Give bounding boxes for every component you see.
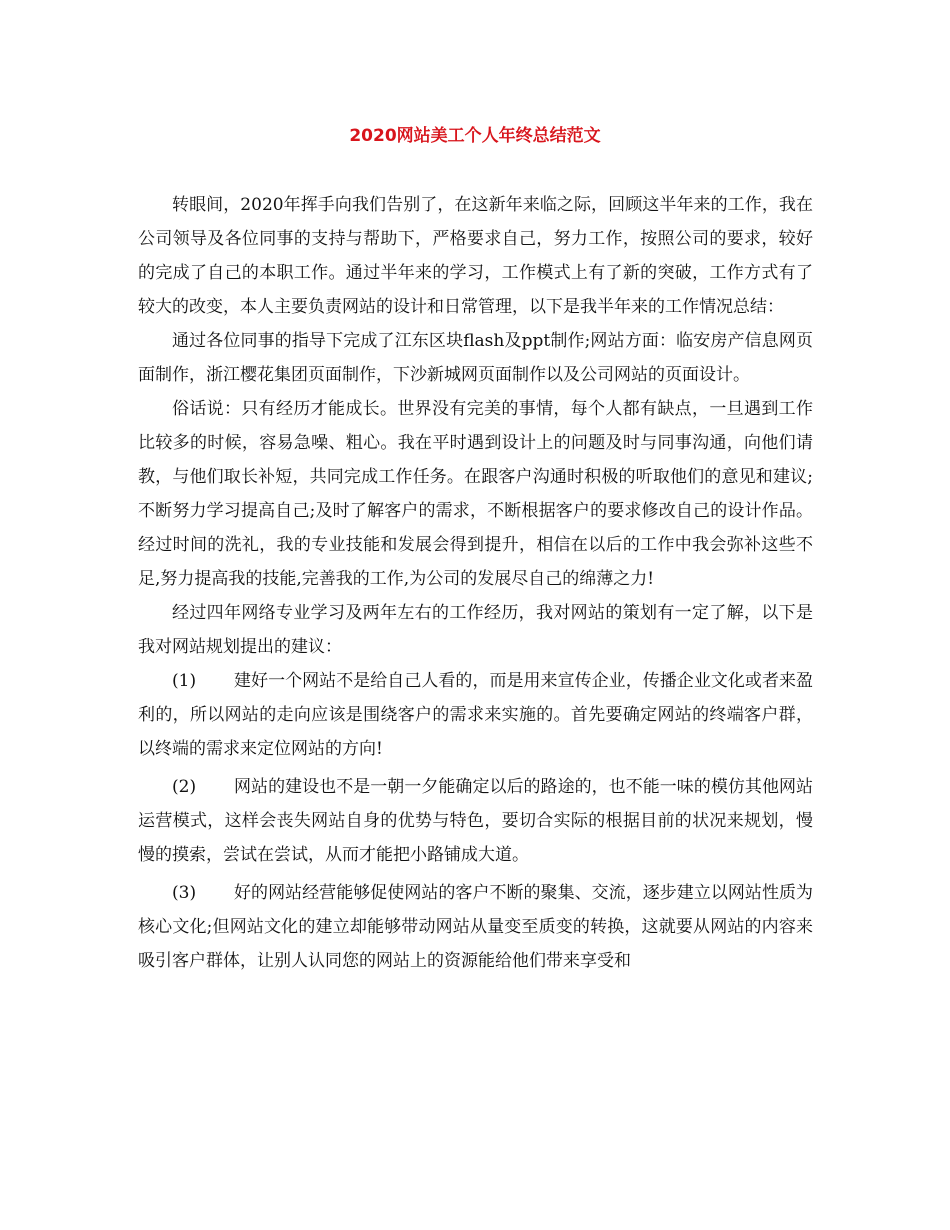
list-item-number: (2) [172,777,197,797]
paragraph-work-done: 通过各位同事的指导下完成了江东区块flash及ppt制作;网站方面：临安房产信息网页面制作，浙江樱花集团页面制作，下沙新城网页面制作以及公司网站的页面设计。 [138,331,813,385]
list-item-text: 建好一个网站不是给自己人看的，而是用来宣传企业，传播企业文化或者来盈利的，所以网站的走向应该是围绕客户的需求来实施的。首先要确定网站的终端客户群，以终端的需求来定位网站的方向! [138,671,813,759]
list-item [138,664,813,766]
document-body [138,188,813,978]
list-item [138,770,813,872]
list-item-text: 好的网站经营能够促使网站的客户不断的聚集、交流，逐步建立以网站性质为核心文化;但网站文化的建立却能够带动网站从量变至质变的转换，这就要从网站的内容来吸引客户群体，让别人认同您的网站上的资源能给他们带来享受和 [138,883,813,971]
list-item-text: 网站的建设也不是一朝一夕能确定以后的路途的，也不能一味的模仿其他网站运营模式，这样会丧失网站自身的优势与特色，要切合实际的根据目前的状况来规划，慢慢的摸索，尝试在尝试，从而才能把小路铺成大道。 [138,777,813,865]
paragraph-intro: 转眼间，2020年挥手向我们告别了，在这新年来临之际，回顾这半年来的工作，我在公司领导及各位同事的支持与帮助下，严格要求自己，努力工作，按照公司的要求，较好的完成了自己的本职工作。通过半年来的学习，工作模式上有了新的突破，工作方式有了较大的改变，本人主要负责网站的设计和日常管理，以下是我半年来的工作情况总结： [138,195,813,317]
list-item-number: (1) [172,671,197,691]
paragraph-suggestions-intro: 经过四年网络专业学习及两年左右的工作经历，我对网站的策划有一定了解，以下是我对网站规划提出的建议： [138,603,813,657]
list-item-number: (3) [172,883,197,903]
paragraph-growth: 俗话说：只有经历才能成长。世界没有完美的事情，每个人都有缺点，一旦遇到工作比较多的时候，容易急噪、粗心。我在平时遇到设计上的问题及时与同事沟通，向他们请教，与他们取长补短，共同完成工作任务。在跟客户沟通时积极的听取他们的意见和建议;不断努力学习提高自己;及时了解客户的需求，不断根据客户的要求修改自己的设计作品。经过时间的洗礼，我的专业技能和发展会得到提升，相信在以后的工作中我会弥补这些不足,努力提高我的技能,完善我的工作,为公司的发展尽自己的绵薄之力! [138,399,813,589]
list-item [138,876,813,978]
document-title: 2020网站美工个人年终总结范文 [349,126,601,146]
